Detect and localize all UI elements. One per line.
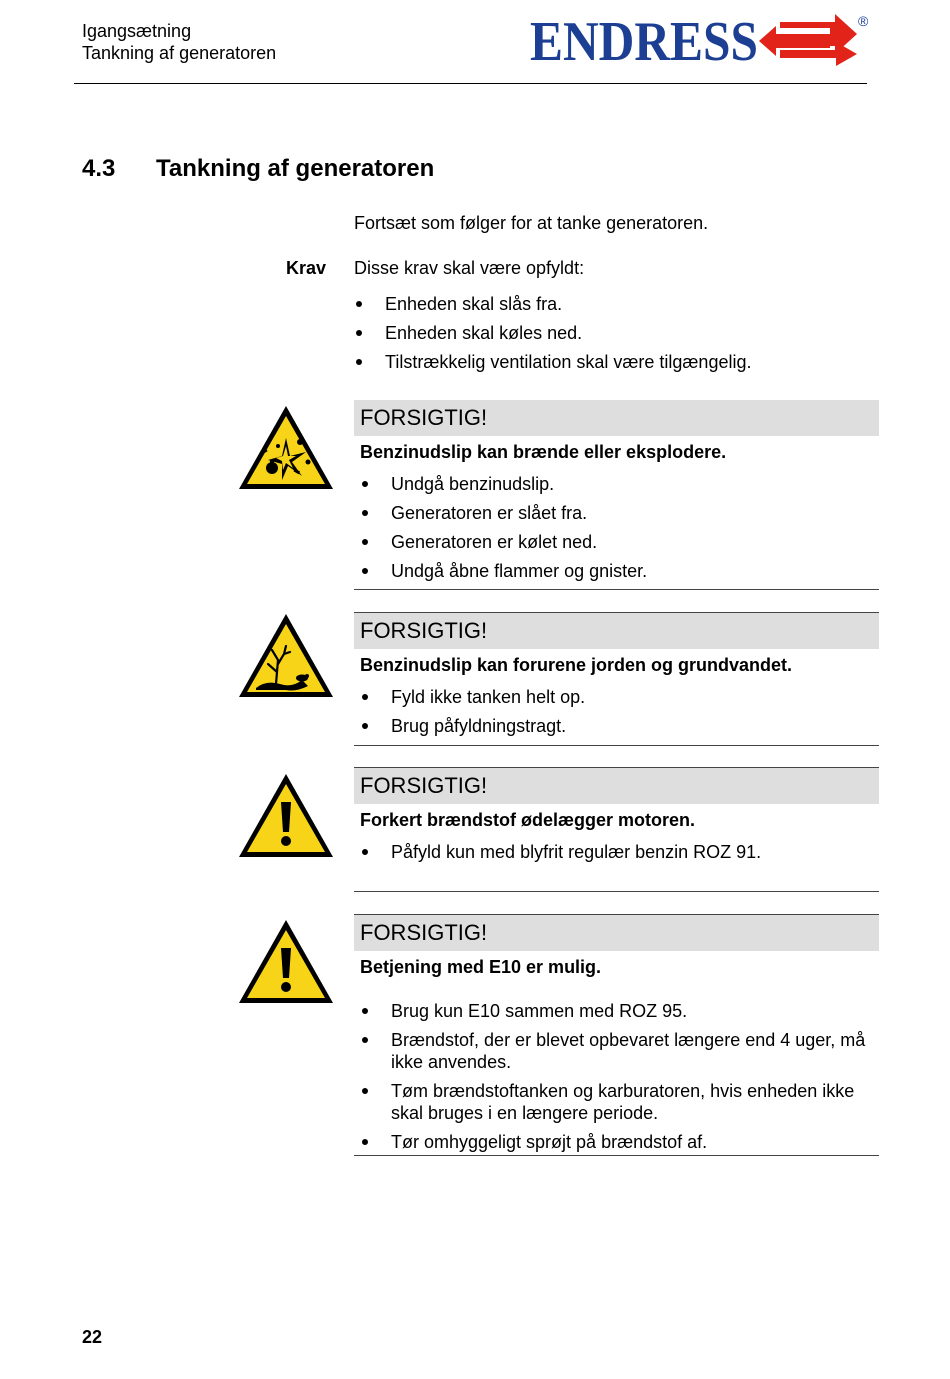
warning-subtitle: Betjening med E10 er mulig. xyxy=(360,957,602,977)
warning-subtitle: Benzinudslip kan forurene jorden og grundvandet. xyxy=(360,655,793,675)
warning-box-fire xyxy=(354,400,879,589)
list-item: Undgå åbne flammer og gnister. xyxy=(360,560,875,582)
logo-arrow-icon xyxy=(759,14,857,66)
list-item: Enheden skal slås fra. xyxy=(354,293,874,315)
running-header xyxy=(82,20,276,64)
list-item: Brændstof, der er blevet opbevaret længere end 4 uger, må ikke anvendes. xyxy=(360,1029,875,1073)
list-item: Generatoren er slået fra. xyxy=(360,502,875,524)
section-title: Tankning af generatoren xyxy=(156,155,435,182)
general-warning-icon xyxy=(236,770,336,860)
requirements-label: Krav xyxy=(286,258,327,278)
warning-subtitle: Benzinudslip kan brænde eller eksplodere. xyxy=(360,442,727,462)
warning-bottom-rule xyxy=(354,1155,879,1156)
warning-title: FORSIGTIG! xyxy=(354,915,879,951)
header-section: Tankning af generatoren xyxy=(82,43,277,63)
section-number: 4.3 xyxy=(82,155,116,182)
logo-wordmark: ENDRESS xyxy=(530,11,758,70)
registered-mark: ® xyxy=(858,13,869,29)
list-item: Enheden skal køles ned. xyxy=(354,322,874,344)
general-warning-icon xyxy=(236,916,336,1006)
list-item: Tør omhyggeligt sprøjt på brændstof af. xyxy=(360,1131,875,1153)
warning-bottom-rule xyxy=(354,891,879,892)
warning-box-fuel xyxy=(354,767,879,870)
explosive-warning-icon xyxy=(236,402,336,492)
warning-bottom-rule xyxy=(354,745,879,746)
warning-list xyxy=(360,473,875,582)
intro-text: Fortsæt som følger for at tanke generatoren. xyxy=(354,213,709,233)
warning-box-e10 xyxy=(354,914,879,1160)
list-item: Påfyld kun med blyfrit regulær benzin ROZ 91. xyxy=(360,841,875,863)
warning-subtitle: Forkert brændstof ødelægger motoren. xyxy=(360,810,696,830)
warning-title: FORSIGTIG! xyxy=(354,768,879,804)
list-item: Fyld ikke tanken helt op. xyxy=(360,686,875,708)
header-rule xyxy=(74,83,867,84)
requirements-lead: Disse krav skal være opfyldt: xyxy=(354,258,585,278)
warning-list xyxy=(360,841,875,863)
warning-list xyxy=(360,686,875,737)
requirements-list xyxy=(354,293,874,380)
endress-logo xyxy=(530,8,875,70)
list-item: Tøm brændstoftanken og karburatoren, hvis enheden ikke skal bruges i en længere periode. xyxy=(360,1080,875,1124)
page-number: 22 xyxy=(82,1327,103,1347)
header-chapter: Igangsætning xyxy=(82,21,192,41)
list-item: Tilstrækkelig ventilation skal være tilgængelig. xyxy=(354,351,874,373)
list-item: Undgå benzinudslip. xyxy=(360,473,875,495)
list-item: Brug påfyldningstragt. xyxy=(360,715,875,737)
list-item: Brug kun E10 sammen med ROZ 95. xyxy=(360,1000,875,1022)
warning-title: FORSIGTIG! xyxy=(354,613,879,649)
warning-list xyxy=(360,1000,875,1153)
warning-title: FORSIGTIG! xyxy=(354,400,879,436)
warning-bottom-rule xyxy=(354,589,879,590)
warning-box-environment xyxy=(354,612,879,744)
environment-hazard-icon xyxy=(236,610,336,700)
list-item: Generatoren er kølet ned. xyxy=(360,531,875,553)
